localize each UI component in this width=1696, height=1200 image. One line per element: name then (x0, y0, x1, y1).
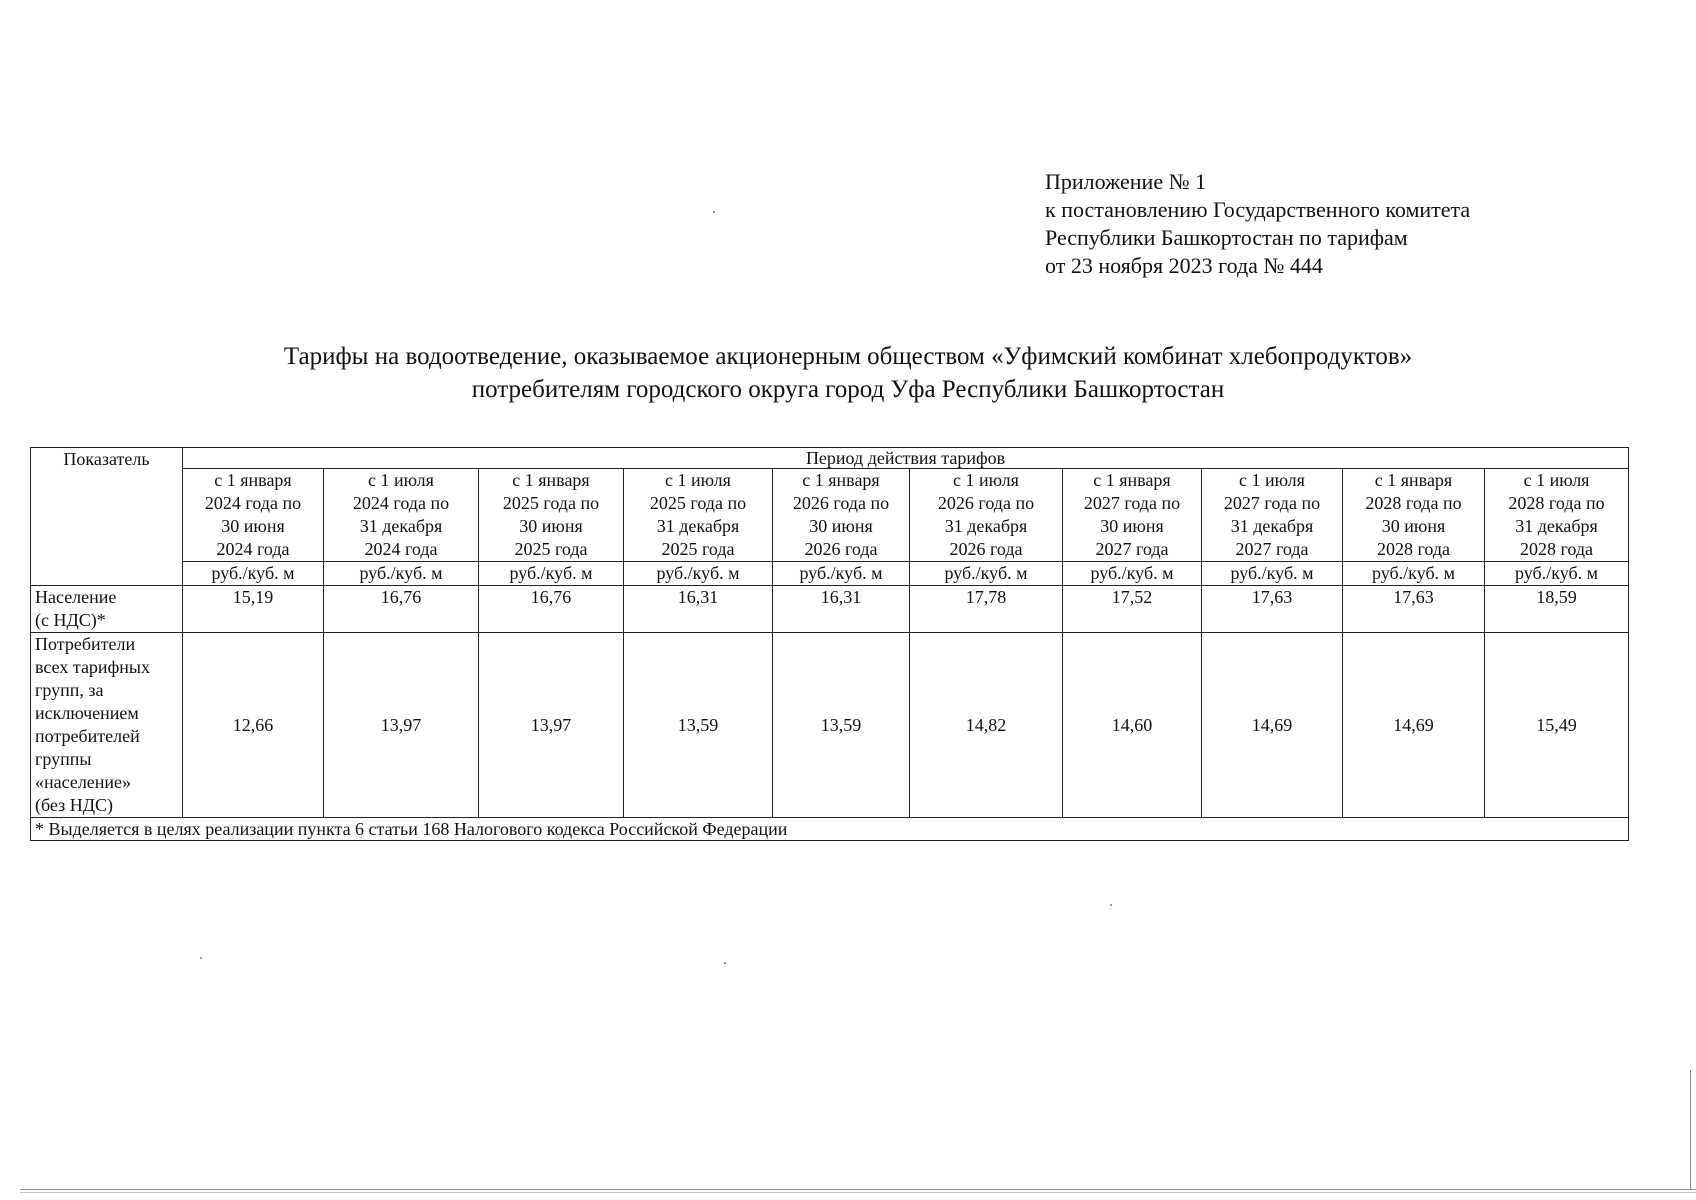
column-header-line: 31 декабря (1515, 516, 1598, 536)
unit-cell: руб./куб. м (324, 562, 479, 586)
tariff-value: 15,49 (1485, 633, 1629, 818)
unit-cell: руб./куб. м (1343, 562, 1485, 586)
table-row (31, 633, 1629, 818)
column-header-line: 2024 года по (204, 493, 302, 513)
footnote-row (31, 818, 1629, 841)
column-header-line: 2025 года по (649, 493, 747, 513)
tariff-value: 13,59 (773, 633, 910, 818)
column-header-line: 31 декабря (1230, 516, 1314, 536)
column-header-line: 2024 года (364, 539, 438, 559)
appendix-header (1045, 168, 1470, 280)
tariff-value: 14,60 (1063, 633, 1202, 818)
column-header-line: 30 июня (519, 516, 583, 536)
tariff-value: 16,31 (773, 586, 910, 633)
scan-speck (200, 957, 202, 959)
unit-cell: руб./куб. м (624, 562, 773, 586)
indicator-header: Показатель (31, 448, 183, 586)
column-header-line: 2027 года по (1223, 493, 1321, 513)
column-header-line: с 1 января (1374, 470, 1453, 490)
unit-cell: руб./куб. м (773, 562, 910, 586)
column-header-line: 2025 года по (502, 493, 600, 513)
row-label-other-consumers (31, 633, 183, 818)
row-label-line: исключением (35, 703, 139, 723)
row-label-line: всех тарифных (35, 657, 150, 677)
column-header-line: 2024 года по (352, 493, 450, 513)
column-header-line: 2026 года по (792, 493, 890, 513)
column-header-line: 30 июня (1100, 516, 1164, 536)
unit-cell: руб./куб. м (1485, 562, 1629, 586)
column-header-line: 31 декабря (944, 516, 1028, 536)
tariff-table (30, 447, 1629, 841)
row-label-line: Население (35, 587, 117, 607)
column-header-line: с 1 июля (953, 470, 1019, 490)
column-header-line: 2026 года (949, 539, 1023, 559)
column-header-line: с 1 июля (1523, 470, 1590, 490)
appendix-line: Республики Башкортостан по тарифам (1045, 225, 1408, 250)
row-label-line: (с НДС)* (35, 610, 106, 630)
row-label-line: (без НДС) (35, 795, 114, 815)
column-header-line: с 1 июля (1239, 470, 1305, 490)
column-header (1485, 469, 1629, 562)
scan-speck (1110, 904, 1112, 906)
unit-cell: руб./куб. м (183, 562, 324, 586)
tariff-value: 16,76 (479, 586, 624, 633)
column-header (479, 469, 624, 562)
row-label-line: групп, за (35, 680, 104, 700)
column-header (773, 469, 910, 562)
column-header-line: 2027 года (1095, 539, 1169, 559)
column-header-line: 2027 года (1235, 539, 1309, 559)
period-header: Период действия тарифов (183, 448, 1629, 469)
row-label-line: группы (35, 749, 92, 769)
tariff-value: 14,82 (910, 633, 1063, 818)
tariff-value: 17,52 (1063, 586, 1202, 633)
column-header-line: 2027 года по (1083, 493, 1181, 513)
column-header-line: с 1 января (1093, 470, 1171, 490)
column-header-line: 31 декабря (359, 516, 443, 536)
tariff-value: 12,66 (183, 633, 324, 818)
tariff-value: 13,97 (324, 633, 479, 818)
column-header-line: 2026 года (804, 539, 878, 559)
appendix-line: к постановлению Государственного комитета (1045, 197, 1471, 222)
column-header-line: с 1 июля (368, 470, 434, 490)
tariff-value: 16,76 (324, 586, 479, 633)
tariff-value: 13,59 (624, 633, 773, 818)
unit-cell: руб./куб. м (1202, 562, 1343, 586)
column-header-line: 2026 года по (937, 493, 1035, 513)
column-header-line: 2024 года (216, 539, 290, 559)
column-header (1202, 469, 1343, 562)
column-header-line: с 1 января (802, 470, 880, 490)
column-header (624, 469, 773, 562)
title-line: Тарифы на водоотведение, оказываемое акционерным обществом «Уфимский комбинат хлебопродуктов» (283, 343, 1413, 370)
column-header-line: 2028 года по (1365, 493, 1462, 513)
scan-speck (724, 962, 726, 964)
column-header-line: с 1 июля (665, 470, 731, 490)
header-row-columns (31, 469, 1629, 562)
scan-edge-line (20, 1192, 1696, 1193)
tariff-value: 16,31 (624, 586, 773, 633)
tariff-value: 18,59 (1485, 586, 1629, 633)
tariff-value: 14,69 (1343, 633, 1485, 818)
document-title (0, 340, 1696, 406)
tariff-value: 14,69 (1202, 633, 1343, 818)
tariff-value: 13,97 (479, 633, 624, 818)
row-label-line: потребителей (35, 726, 140, 746)
scan-edge-line (20, 1189, 1696, 1190)
column-header (183, 469, 324, 562)
column-header-line: 2028 года (1519, 539, 1594, 559)
tariff-value: 17,78 (910, 586, 1063, 633)
scan-edge-line (1690, 1070, 1691, 1190)
column-header (324, 469, 479, 562)
footnote: * Выделяется в целях реализации пункта 6 статьи 168 Налогового кодекса Российской Федерации (31, 818, 1629, 841)
scan-speck (713, 211, 715, 213)
row-label-population (31, 586, 183, 633)
column-header-line: 2025 года (661, 539, 735, 559)
column-header (910, 469, 1063, 562)
column-header (1063, 469, 1202, 562)
unit-cell: руб./куб. м (910, 562, 1063, 586)
column-header-line: 2025 года (514, 539, 588, 559)
column-header-line: с 1 января (214, 470, 292, 490)
column-header-line: 2028 года по (1508, 493, 1605, 513)
column-header (1343, 469, 1485, 562)
tariff-value: 17,63 (1343, 586, 1485, 633)
unit-cell: руб./куб. м (1063, 562, 1202, 586)
column-header-line: 2028 года (1376, 539, 1451, 559)
tariff-value: 15,19 (183, 586, 324, 633)
column-header-line: 30 июня (809, 516, 873, 536)
header-row-period (31, 448, 1629, 469)
column-header-line: 30 июня (221, 516, 285, 536)
column-header-line: 30 июня (1381, 516, 1446, 536)
header-row-units (31, 562, 1629, 586)
column-header-line: с 1 января (512, 470, 590, 490)
title-line: потребителям городского округа город Уфа Республики Башкортостан (471, 376, 1225, 403)
table-row (31, 586, 1629, 633)
column-header-line: 31 декабря (656, 516, 740, 536)
row-label-line: «население» (35, 772, 132, 792)
unit-cell: руб./куб. м (479, 562, 624, 586)
tariff-value: 17,63 (1202, 586, 1343, 633)
appendix-line: Приложение № 1 (1045, 169, 1207, 194)
appendix-line: от 23 ноября 2023 года № 444 (1045, 253, 1323, 278)
row-label-line: Потребители (35, 634, 136, 654)
